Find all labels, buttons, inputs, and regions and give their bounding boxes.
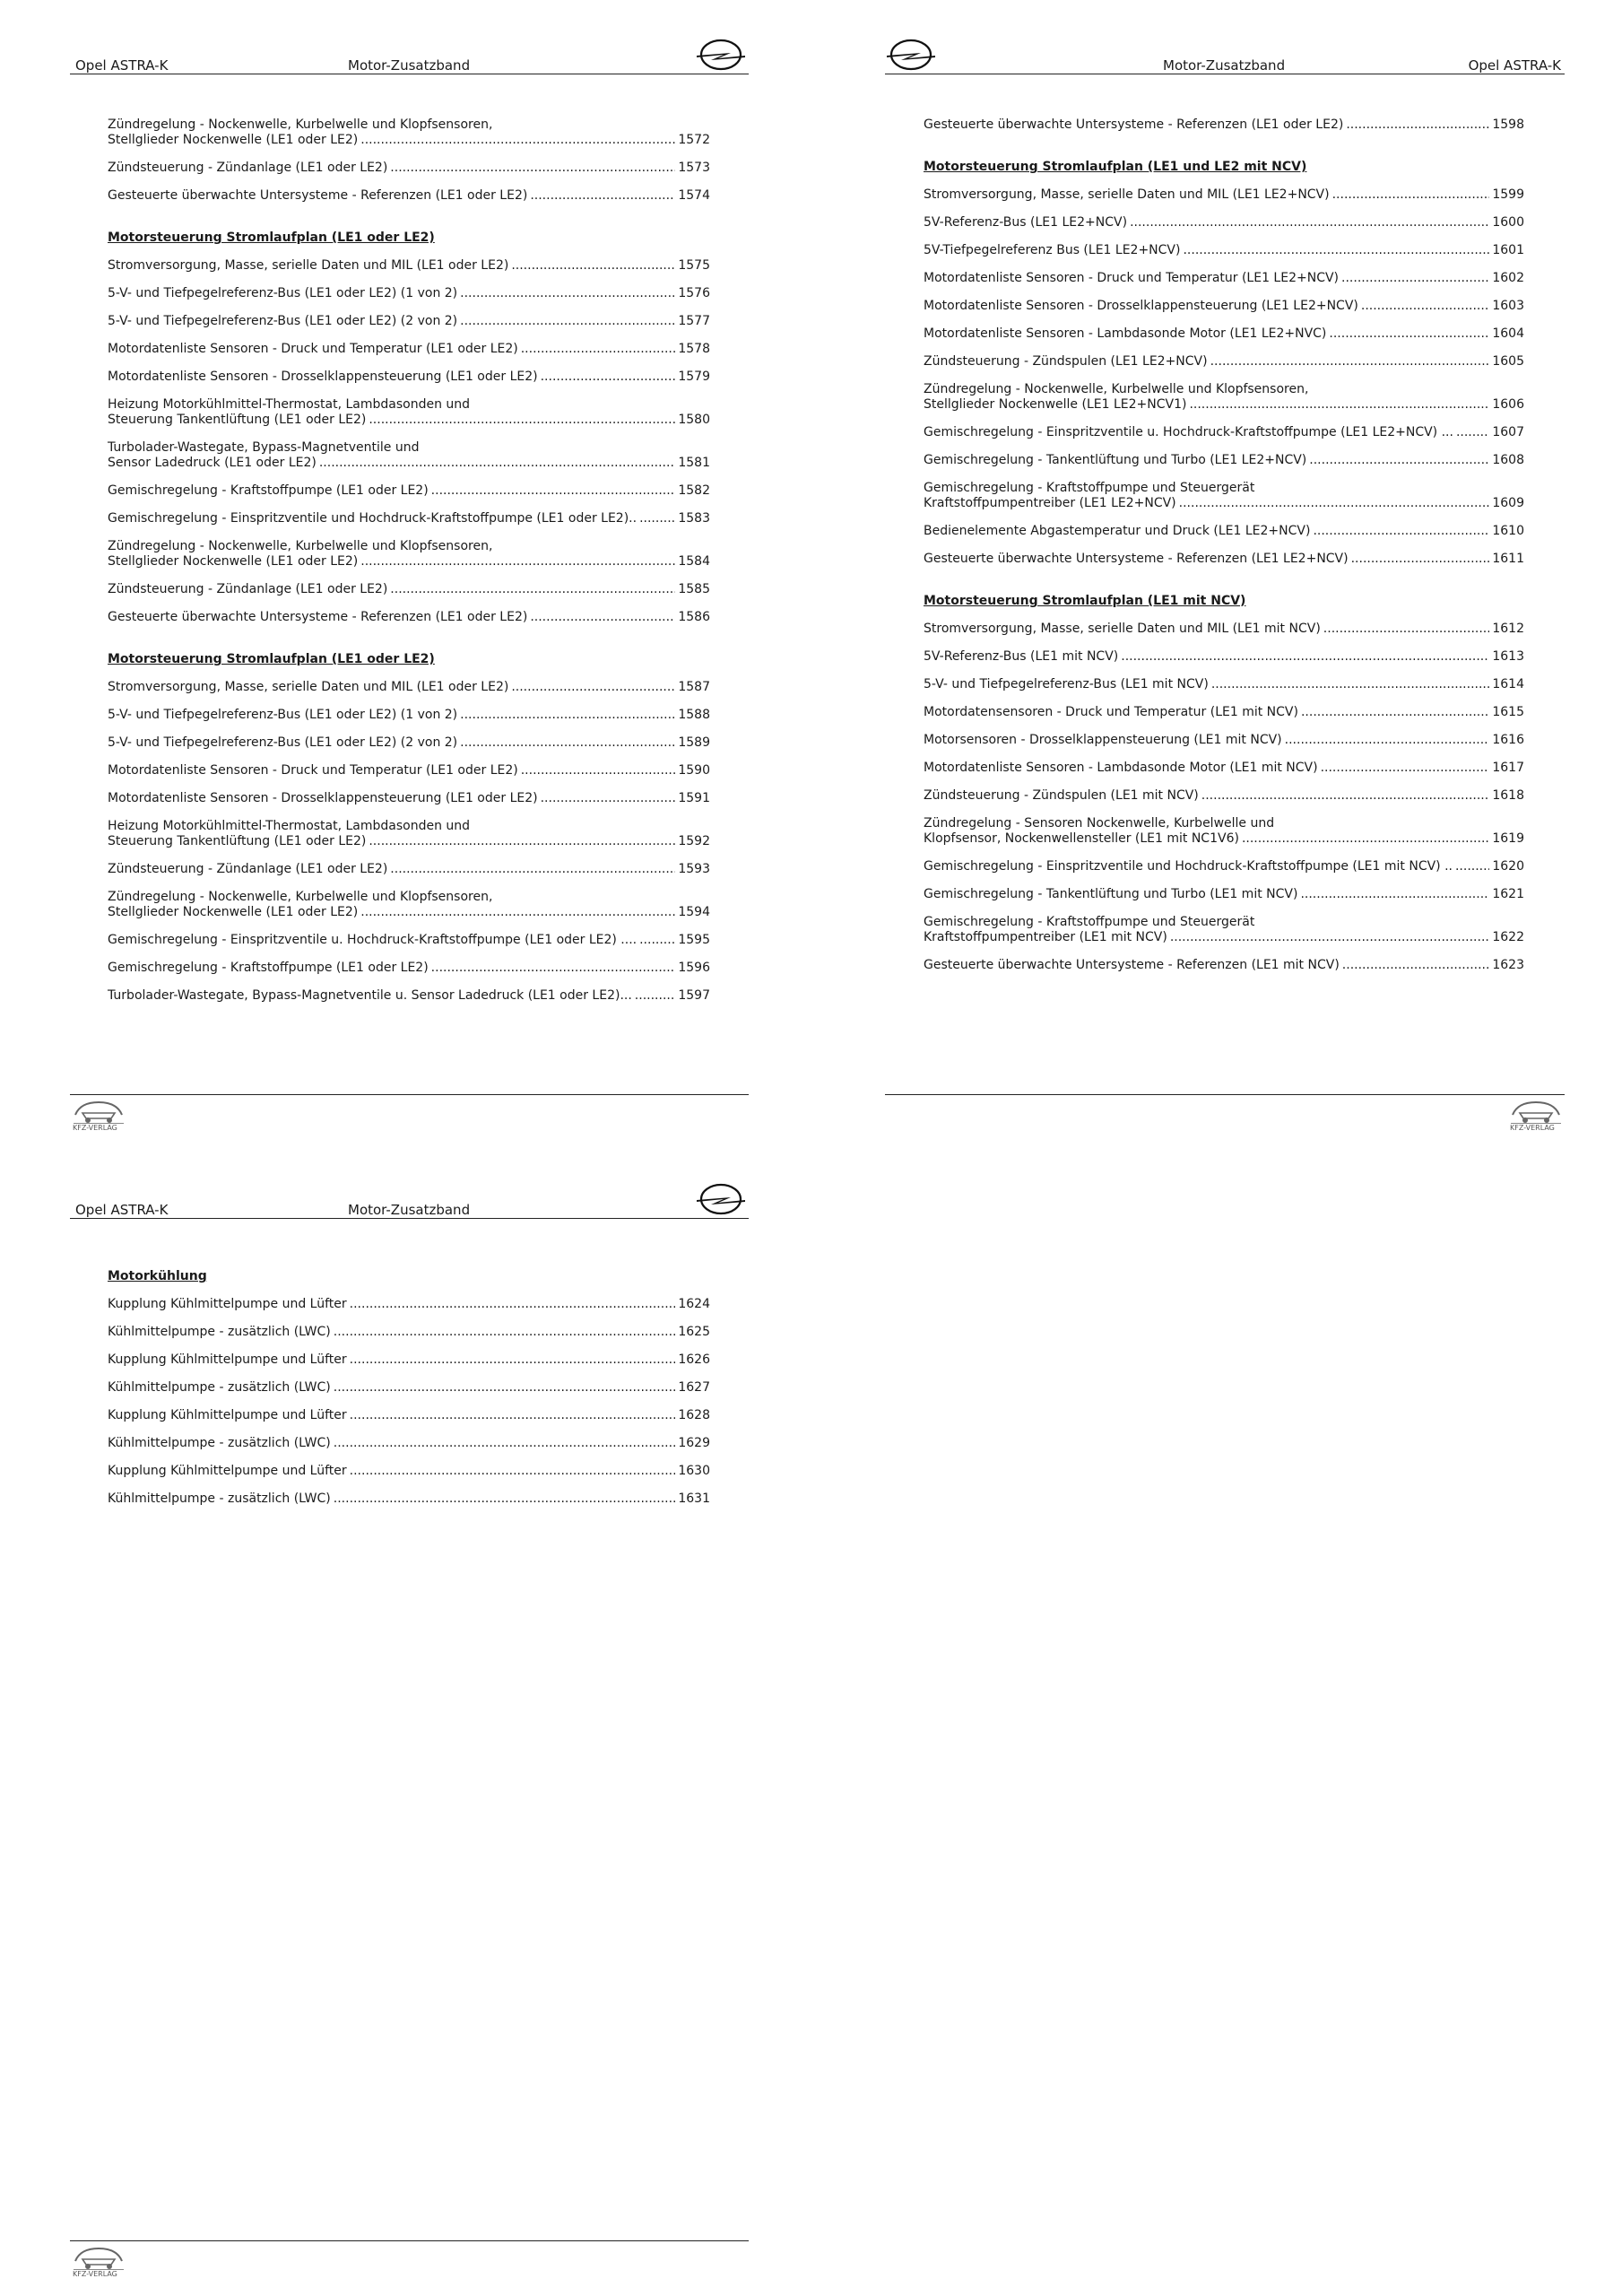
toc-entry[interactable] [108,286,710,301]
toc-page-number: 1582 [678,483,710,498]
toc-entry-text: Heizung Motorkühlmittel-Thermostat, Lambdasonden und [108,819,471,833]
leader-dots [431,483,676,499]
toc-entry[interactable] [924,425,1524,440]
toc-entry[interactable] [924,524,1524,539]
toc-page-number: 1599 [1492,187,1524,202]
toc-entry-text: Gemischregelung - Tankentlüftung und Turbo (LE1 mit NCV) [924,887,1298,901]
toc-entry[interactable] [924,761,1524,776]
toc-entry[interactable] [108,342,710,357]
opel-logo-icon [885,36,937,74]
toc-page-number: 1612 [1492,622,1524,636]
toc-page-number: 1592 [678,834,710,848]
toc-entry-text: Zündsteuerung - Zündanlage (LE1 oder LE2) [108,582,388,596]
toc-page-number: 1625 [678,1325,710,1339]
kfz-verlag-logo-icon [70,1097,127,1133]
leader-dots [1342,958,1490,973]
leader-dots [319,456,676,471]
toc-entry[interactable] [108,161,710,176]
toc-page-number: 1624 [678,1297,710,1311]
toc-entry[interactable] [108,680,710,695]
toc-entry-text: Kühlmittelpumpe - zusätzlich (LWC) [108,1492,331,1506]
page-header [885,36,1565,74]
page-footer [70,2240,749,2278]
toc-entry-text: Zündregelung - Nockenwelle, Kurbelwelle und Klopfsensoren, [108,117,493,132]
leader-dots [350,1352,676,1368]
leader-dots [369,834,675,849]
toc-entry-text: Gemischregelung - Einspritzventile und Hochdruck-Kraftstoffpumpe (LE1 oder LE2).. [108,511,638,526]
header-brand: Opel ASTRA-K [75,1202,169,1218]
leader-dots [530,188,675,204]
leader-dots [460,708,675,723]
toc-entry[interactable] [924,215,1524,230]
toc-entry[interactable] [108,483,710,499]
toc-entry-text: Kühlmittelpumpe - zusätzlich (LWC) [108,1436,331,1450]
toc-entry[interactable] [108,862,710,877]
leader-dots [1242,831,1489,847]
toc-entry[interactable] [108,1380,710,1396]
toc-page-number: 1596 [678,961,710,975]
toc-page-number: 1590 [678,763,710,778]
leader-dots [1329,326,1489,342]
toc-entry[interactable] [108,117,710,148]
toc-page-number: 1587 [678,680,710,694]
toc-page-number: 1573 [678,161,710,175]
page-1 [70,36,749,1132]
leader-dots [334,1492,676,1507]
toc-page-number: 1602 [1492,271,1524,285]
toc-page-number: 1618 [1492,788,1524,803]
toc-page-number: 1577 [678,314,710,328]
toc-entry-text: Gemischregelung - Einspritzventile u. Hochdruck-Kraftstoffpumpe (LE1 LE2+NCV) ... [924,425,1453,439]
leader-dots [431,961,676,976]
toc-entry-text: Kupplung Kühlmittelpumpe und Lüfter [108,1352,347,1367]
toc-content [70,117,710,1004]
toc-page-number: 1583 [678,511,710,526]
toc-entry-text: Motorsensoren - Drosselklappensteuerung (LE1 mit NCV) [924,733,1282,747]
toc-entry-text: Motordatenliste Sensoren - Lambdasonde Motor (LE1 LE2+NVC) [924,326,1327,341]
toc-page-number: 1585 [678,582,710,596]
header-volume: Motor-Zusatzband [1163,57,1286,74]
toc-page-number: 1619 [1492,831,1524,846]
toc-entry[interactable] [108,314,710,329]
toc-entry-text: 5V-Referenz-Bus (LE1 mit NCV) [924,649,1119,664]
toc-entry[interactable] [924,354,1524,370]
toc-entry-text: Stellglieder Nockenwelle (LE1 LE2+NCV1) [924,397,1187,412]
toc-page-number: 1597 [678,988,710,1003]
toc-entry-text: Zündsteuerung - Zündanlage (LE1 oder LE2) [108,161,388,175]
toc-page-number: 1589 [678,735,710,750]
toc-entry-text: Kraftstoffpumpentreiber (LE1 LE2+NCV) [924,496,1176,510]
toc-entry-text: Sensor Ladedruck (LE1 oder LE2) [108,456,317,470]
toc-entry-text: Motordatenliste Sensoren - Drosselklappensteuerung (LE1 oder LE2) [108,791,538,805]
leader-dots [1179,496,1490,511]
toc-content [885,117,1524,973]
toc-entry-text: Stromversorgung, Masse, serielle Daten und MIL (LE1 oder LE2) [108,680,509,694]
toc-page-number: 1584 [678,554,710,569]
leader-dots [511,680,675,695]
footer-verlag: KFZ-VERLAG [73,1124,117,1132]
leader-dots [639,933,675,948]
toc-page-number: 1615 [1492,705,1524,719]
toc-page-number: 1606 [1492,397,1524,412]
opel-logo-icon [695,1180,747,1218]
toc-entry-text: Motordatenliste Sensoren - Drosselklappensteuerung (LE1 LE2+NCV) [924,299,1358,313]
section-title: Motorsteuerung Stromlaufplan (LE1 und LE2 mit NCV) [924,160,1307,174]
section-title: Motorkühlung [108,1269,207,1283]
page-footer [70,1094,749,1132]
toc-entry[interactable] [108,370,710,385]
toc-entry-text: Turbolader-Wastegate, Bypass-Magnetventile und [108,440,420,455]
toc-page-number: 1608 [1492,453,1524,467]
toc-entry[interactable] [924,453,1524,468]
leader-dots [1170,930,1490,945]
page-header [70,36,749,74]
leader-dots [1351,552,1490,567]
leader-dots [360,554,675,570]
toc-entry-text: Steuerung Tankentlüftung (LE1 oder LE2) [108,413,367,427]
toc-page-number: 1591 [678,791,710,805]
toc-entry[interactable] [924,622,1524,637]
section-title: Motorsteuerung Stromlaufplan (LE1 mit NCV) [924,594,1246,608]
toc-entry[interactable] [108,511,710,526]
leader-dots [350,1297,676,1312]
toc-entry[interactable] [924,859,1524,874]
kfz-verlag-logo-icon [70,2243,127,2279]
toc-entry[interactable] [108,961,710,976]
footer-verlag: KFZ-VERLAG [73,2270,117,2278]
toc-entry-text: Gemischregelung - Kraftstoffpumpe (LE1 oder LE2) [108,961,429,975]
toc-entry[interactable] [924,117,1524,133]
toc-page-number: 1578 [678,342,710,356]
toc-entry-text: 5-V- und Tiefpegelreferenz-Bus (LE1 oder LE2) (1 von 2) [108,708,458,722]
leader-dots [1210,354,1490,370]
toc-entry-text: Stromversorgung, Masse, serielle Daten und MIL (LE1 oder LE2) [108,258,509,273]
leader-dots [1321,761,1490,776]
page-header [70,1180,749,1219]
toc-entry-text: 5-V- und Tiefpegelreferenz-Bus (LE1 oder LE2) (1 von 2) [108,286,458,300]
toc-entry[interactable] [108,763,710,778]
toc-entry-text: 5-V- und Tiefpegelreferenz-Bus (LE1 oder LE2) (2 von 2) [108,735,458,750]
toc-entry-text: Kraftstoffpumpentreiber (LE1 mit NCV) [924,930,1167,944]
toc-entry[interactable] [924,677,1524,692]
toc-entry[interactable] [108,708,710,723]
toc-page-number: 1622 [1492,930,1524,944]
toc-entry[interactable] [924,649,1524,665]
kfz-verlag-logo-icon [1507,1097,1565,1133]
header-brand: Opel ASTRA-K [1468,57,1561,74]
toc-entry-text: Gemischregelung - Tankentlüftung und Turbo (LE1 LE2+NCV) [924,453,1307,467]
toc-page-number: 1581 [678,456,710,470]
toc-entry-text: Zündsteuerung - Zündanlage (LE1 oder LE2) [108,862,388,876]
page-2 [885,36,1565,1132]
toc-page-number: 1616 [1492,733,1524,747]
toc-entry[interactable] [108,397,710,428]
leader-dots [360,133,675,148]
toc-entry-text: Kupplung Kühlmittelpumpe und Lüfter [108,1408,347,1422]
leader-dots [460,735,675,751]
toc-entry-text: Bedienelemente Abgastemperatur und Druck (LE1 LE2+NCV) [924,524,1311,538]
toc-entry[interactable] [924,326,1524,342]
toc-entry-text: Kupplung Kühlmittelpumpe und Lüfter [108,1464,347,1478]
header-volume: Motor-Zusatzband [348,57,471,74]
toc-page-number: 1620 [1492,859,1524,874]
toc-entry[interactable] [108,791,710,806]
leader-dots [460,314,675,329]
toc-page-number: 1572 [678,133,710,147]
toc-entry-text: Gesteuerte überwachte Untersysteme - Referenzen (LE1 mit NCV) [924,958,1340,972]
toc-entry-text: Kupplung Kühlmittelpumpe und Lüfter [108,1297,347,1311]
toc-page-number: 1595 [678,933,710,947]
toc-entry[interactable] [108,610,710,625]
toc-page-number: 1604 [1492,326,1524,341]
toc-page-number: 1610 [1492,524,1524,538]
leader-dots [1361,299,1489,314]
toc-entry-text: Gesteuerte überwachte Untersysteme - Referenzen (LE1 oder LE2) [108,188,528,203]
toc-entry[interactable] [924,958,1524,973]
toc-entry-text: Turbolader-Wastegate, Bypass-Magnetventile u. Sensor Ladedruck (LE1 oder LE2)... [108,988,632,1003]
leader-dots [635,988,676,1004]
toc-entry[interactable] [924,915,1524,945]
leader-dots [1121,649,1489,665]
toc-entry[interactable] [108,819,710,849]
footer-verlag: KFZ-VERLAG [1510,1124,1555,1132]
toc-page-number: 1586 [678,610,710,624]
leader-dots [1309,453,1489,468]
toc-page-number: 1605 [1492,354,1524,369]
leader-dots [1211,677,1490,692]
toc-entry[interactable] [108,440,710,471]
leader-dots [1323,622,1490,637]
toc-entry-text: Gemischregelung - Kraftstoffpumpe und Steuergerät [924,915,1255,929]
toc-entry-text: 5-V- und Tiefpegelreferenz-Bus (LE1 oder LE2) (2 von 2) [108,314,458,328]
header-brand: Opel ASTRA-K [75,57,169,74]
toc-page-number: 1617 [1492,761,1524,775]
toc-entry[interactable] [924,187,1524,203]
toc-page-number: 1614 [1492,677,1524,691]
leader-dots [350,1464,676,1479]
toc-entry-text: Motordatenliste Sensoren - Drosselklappensteuerung (LE1 oder LE2) [108,370,538,384]
toc-entry[interactable] [108,1325,710,1340]
toc-entry[interactable] [924,243,1524,258]
toc-entry-text: Zündregelung - Nockenwelle, Kurbelwelle und Klopfsensoren, [108,890,493,904]
toc-entry[interactable] [924,887,1524,902]
section-title: Motorsteuerung Stromlaufplan (LE1 oder LE2) [108,230,435,245]
toc-entry-text: Gesteuerte überwachte Untersysteme - Referenzen (LE1 oder LE2) [924,117,1344,132]
toc-entry-text: Motordatenliste Sensoren - Druck und Temperatur (LE1 oder LE2) [108,342,518,356]
toc-entry[interactable] [108,988,710,1004]
toc-entry-text: Stromversorgung, Masse, serielle Daten und MIL (LE1 LE2+NCV) [924,187,1330,202]
leader-dots [390,582,675,597]
toc-entry[interactable] [108,258,710,274]
toc-page-number: 1613 [1492,649,1524,664]
toc-content [70,1269,710,1507]
toc-entry[interactable] [924,788,1524,804]
toc-page-number: 1593 [678,862,710,876]
toc-entry[interactable] [108,582,710,597]
leader-dots [511,258,675,274]
leader-dots [541,370,676,385]
toc-entry[interactable] [108,1297,710,1312]
leader-dots [1201,788,1490,804]
leader-dots [1285,733,1490,748]
toc-entry-text: Motordatenliste Sensoren - Druck und Temperatur (LE1 LE2+NCV) [924,271,1340,285]
leader-dots [541,791,676,806]
header-volume: Motor-Zusatzband [348,1202,471,1218]
leader-dots [390,161,675,176]
leader-dots [460,286,675,301]
toc-page-number: 1575 [678,258,710,273]
leader-dots [360,905,675,920]
leader-dots [1130,215,1489,230]
toc-page-number: 1629 [678,1436,710,1450]
leader-dots [334,1325,676,1340]
leader-dots [639,511,675,526]
toc-entry-text: Gemischregelung - Einspritzventile u. Hochdruck-Kraftstoffpumpe (LE1 oder LE2) .... [108,933,638,947]
leader-dots [334,1436,676,1451]
toc-entry[interactable] [924,481,1524,511]
toc-page-number: 1627 [678,1380,710,1395]
toc-entry-text: Motordatensensoren - Druck und Temperatur (LE1 mit NCV) [924,705,1298,719]
toc-page-number: 1611 [1492,552,1524,566]
toc-entry[interactable] [108,188,710,204]
leader-dots [1313,524,1489,539]
toc-page-number: 1579 [678,370,710,384]
leader-dots [1189,397,1489,413]
toc-entry-text: 5V-Referenz-Bus (LE1 LE2+NCV) [924,215,1128,230]
toc-entry-text: 5-V- und Tiefpegelreferenz-Bus (LE1 mit NCV) [924,677,1209,691]
toc-entry-text: Steuerung Tankentlüftung (LE1 oder LE2) [108,834,367,848]
toc-page-number: 1626 [678,1352,710,1367]
toc-page-number: 1631 [678,1492,710,1506]
toc-entry-text: Gemischregelung - Kraftstoffpumpe (LE1 oder LE2) [108,483,429,498]
leader-dots [1455,859,1489,874]
toc-entry-text: Gesteuerte überwachte Untersysteme - Referenzen (LE1 LE2+NCV) [924,552,1349,566]
toc-entry[interactable] [108,1408,710,1423]
toc-entry[interactable] [924,299,1524,314]
page-3 [70,1180,749,2278]
toc-entry[interactable] [924,271,1524,286]
toc-page-number: 1598 [1492,117,1524,132]
toc-entry[interactable] [108,1464,710,1479]
toc-entry-text: Stellglieder Nockenwelle (LE1 oder LE2) [108,133,359,147]
page-footer [885,1094,1565,1132]
toc-entry-text: Zündsteuerung - Zündspulen (LE1 LE2+NCV) [924,354,1208,369]
toc-entry[interactable] [108,1352,710,1368]
toc-entry-text: Gemischregelung - Kraftstoffpumpe und Steuergerät [924,481,1255,495]
toc-entry-text: Stellglieder Nockenwelle (LE1 oder LE2) [108,554,359,569]
leader-dots [530,610,675,625]
opel-logo-icon [695,36,747,74]
leader-dots [350,1408,676,1423]
leader-dots [1332,187,1490,203]
toc-entry-text: Heizung Motorkühlmittel-Thermostat, Lambdasonden und [108,397,471,412]
toc-entry[interactable] [924,733,1524,748]
toc-entry-text: Stromversorgung, Masse, serielle Daten und MIL (LE1 mit NCV) [924,622,1321,636]
toc-entry[interactable] [108,539,710,570]
toc-entry-text: Gemischregelung - Einspritzventile und Hochdruck-Kraftstoffpumpe (LE1 mit NCV) .. [924,859,1453,874]
leader-dots [390,862,675,877]
leader-dots [1183,243,1489,258]
toc-entry-text: 5V-Tiefpegelreferenz Bus (LE1 LE2+NCV) [924,243,1181,257]
toc-page-number: 1630 [678,1464,710,1478]
toc-page-number: 1576 [678,286,710,300]
toc-entry-text: Motordatenliste Sensoren - Druck und Temperatur (LE1 oder LE2) [108,763,518,778]
toc-page-number: 1601 [1492,243,1524,257]
leader-dots [1346,117,1489,133]
toc-page-number: 1574 [678,188,710,203]
toc-page-number: 1580 [678,413,710,427]
toc-page-number: 1607 [1492,425,1524,439]
toc-entry-text: Gesteuerte überwachte Untersysteme - Referenzen (LE1 oder LE2) [108,610,528,624]
toc-page-number: 1594 [678,905,710,919]
leader-dots [1300,887,1489,902]
toc-entry[interactable] [924,705,1524,720]
leader-dots [521,342,676,357]
leader-dots [1301,705,1489,720]
leader-dots [1456,425,1489,440]
toc-entry-text: Klopfsensor, Nockenwellensteller (LE1 mit NC1V6) [924,831,1239,846]
toc-entry[interactable] [924,816,1524,847]
toc-entry[interactable] [108,735,710,751]
toc-entry-text: Zündsteuerung - Zündspulen (LE1 mit NCV) [924,788,1199,803]
section-title: Motorsteuerung Stromlaufplan (LE1 oder LE2) [108,652,435,666]
toc-entry[interactable] [108,890,710,920]
toc-page-number: 1600 [1492,215,1524,230]
toc-entry-text: Stellglieder Nockenwelle (LE1 oder LE2) [108,905,359,919]
toc-entry[interactable] [108,933,710,948]
toc-entry[interactable] [108,1436,710,1451]
toc-entry[interactable] [924,382,1524,413]
toc-page-number: 1588 [678,708,710,722]
toc-page-number: 1609 [1492,496,1524,510]
leader-dots [334,1380,676,1396]
toc-entry[interactable] [924,552,1524,567]
toc-page-number: 1623 [1492,958,1524,972]
leader-dots [1341,271,1489,286]
toc-page-number: 1603 [1492,299,1524,313]
toc-entry-text: Motordatenliste Sensoren - Lambdasonde Motor (LE1 mit NCV) [924,761,1318,775]
toc-entry-text: Kühlmittelpumpe - zusätzlich (LWC) [108,1325,331,1339]
leader-dots [521,763,676,778]
leader-dots [369,413,675,428]
toc-entry-text: Kühlmittelpumpe - zusätzlich (LWC) [108,1380,331,1395]
toc-page-number: 1628 [678,1408,710,1422]
toc-entry-text: Zündregelung - Sensoren Nockenwelle, Kurbelwelle und [924,816,1275,831]
toc-page-number: 1621 [1492,887,1524,901]
toc-entry-text: Zündregelung - Nockenwelle, Kurbelwelle und Klopfsensoren, [108,539,493,553]
toc-entry[interactable] [108,1492,710,1507]
toc-entry-text: Zündregelung - Nockenwelle, Kurbelwelle und Klopfsensoren, [924,382,1309,396]
